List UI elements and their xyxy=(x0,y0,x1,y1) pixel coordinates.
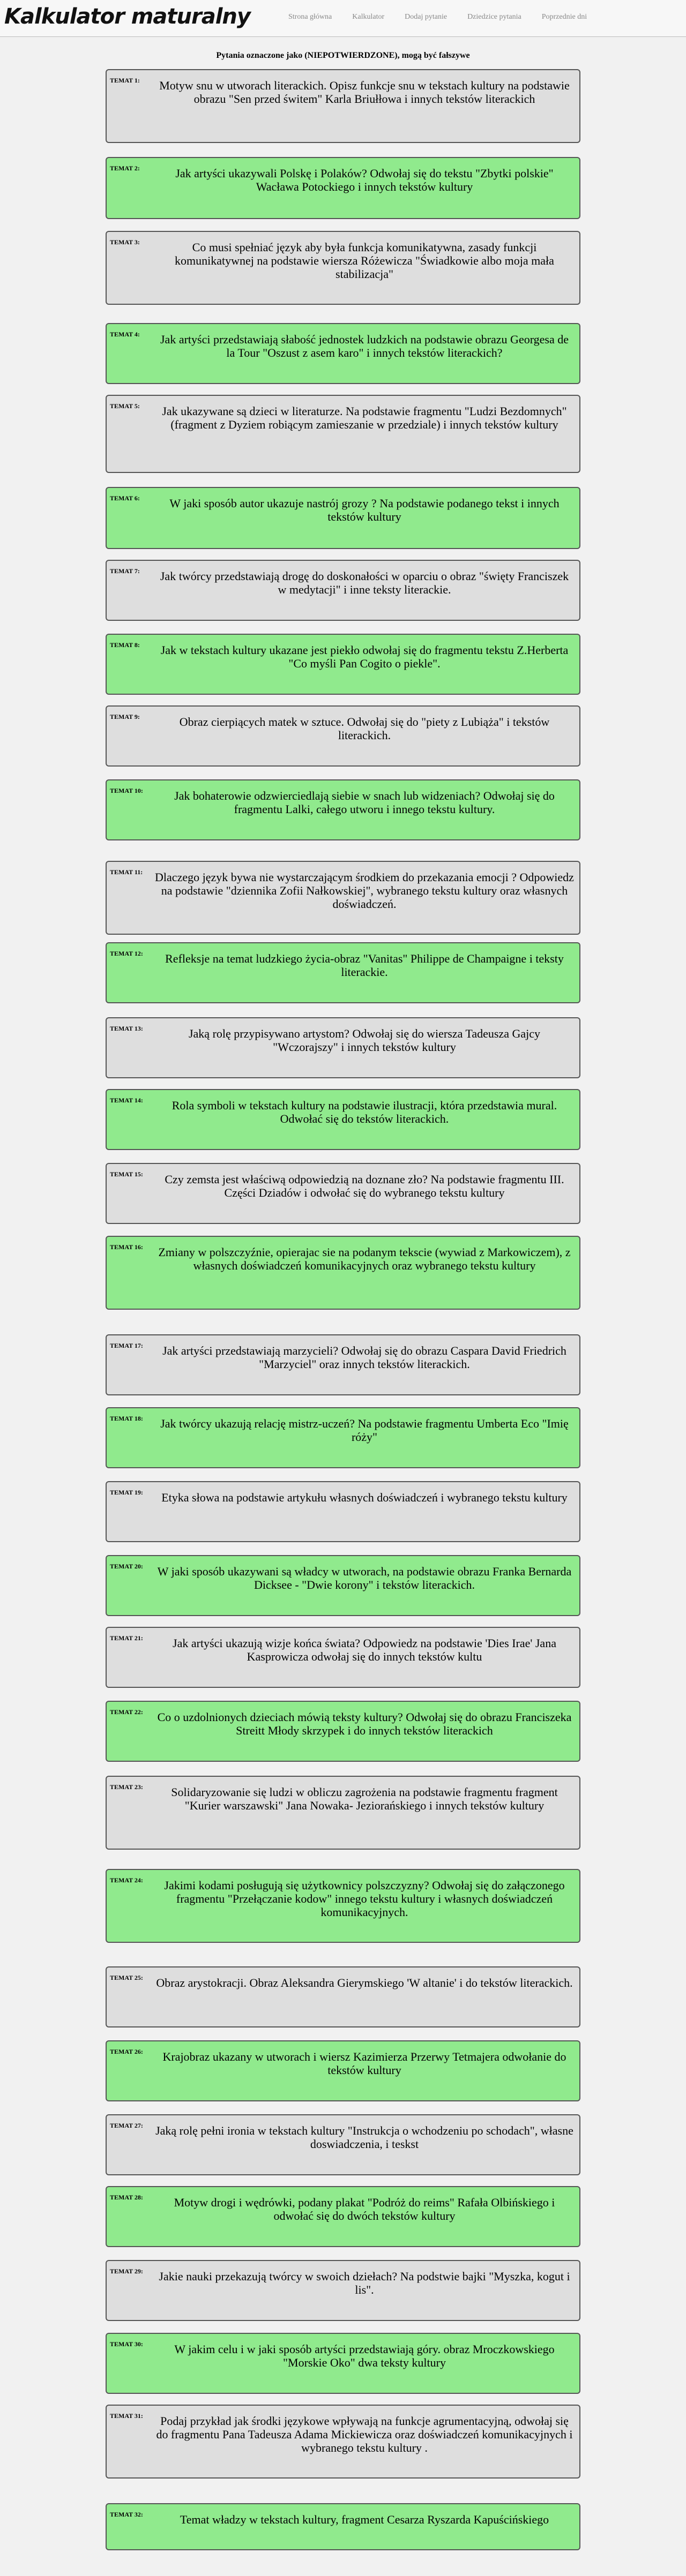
topic-card[interactable] xyxy=(106,1555,580,1616)
topic-number: TEMAT 32: xyxy=(110,2511,143,2518)
topic-number: TEMAT 15: xyxy=(110,1170,143,1178)
topic-card[interactable] xyxy=(106,634,580,695)
site-logo[interactable]: Kalkulator maturalny xyxy=(4,4,250,29)
topic-card[interactable] xyxy=(106,705,580,767)
topic-text: Zmiany w polszczyźnie, opierajac sie na podanym tekscie (wywiad z Markowiczem), z własnych doświadczeń komunikacyjnych oraz wybranego tekstu kultury xyxy=(158,1245,571,1272)
topic-card[interactable] xyxy=(106,1407,580,1468)
topic-text: Czy zemsta jest właściwą odpowiedzią na doznane zło? Na podstawie fragmentu III. Części Dziadów i odwołać się do wybranego tekstu kultury xyxy=(165,1173,564,1199)
topic-text: Co musi spełniać język aby była funkcja komunikatywna, zasady funkcji komunikatywnej na podstawie wiersza Różewicza "Świadkowie albo moja mała stabilizacja" xyxy=(175,241,554,281)
topic-card[interactable] xyxy=(106,1869,580,1943)
header xyxy=(0,0,686,37)
topic-text: Etyka słowa na podstawie artykułu własnych doświadczeń i wybranego tekstu kultury xyxy=(161,1491,568,1504)
topic-card[interactable] xyxy=(106,1701,580,1762)
topic-text: Jaką rolę przypisywano artystom? Odwołaj się do wiersza Tadeusza Gajcy "Wczorajszy" i innych tekstów kultury xyxy=(188,1027,540,1054)
topic-number: TEMAT 8: xyxy=(110,641,140,649)
topic-text: Refleksje na temat ludzkiego życia-obraz "Vanitas" Philippe de Champaigne i teksty literackie. xyxy=(165,952,564,979)
nav-previous-days[interactable]: Poprzednie dni xyxy=(541,13,587,21)
topic-number: TEMAT 19: xyxy=(110,1489,143,1496)
topic-card[interactable] xyxy=(106,1966,580,2027)
topic-text: Podaj przykład jak środki językowe wpływają na funkcje agrumentacyjną, odwołaj się do fragmentu Pana Tadeusza Adama Mickiewicza oraz doświadczeń komunikacyjnych i wybranego tekstu kultury . xyxy=(156,2414,573,2454)
topic-text: Rola symboli w tekstach kultury na podstawie ilustracji, która przedstawia mural. Odwołać się do tekstów literackich. xyxy=(172,1099,557,1125)
topic-number: TEMAT 13: xyxy=(110,1025,143,1032)
topic-card[interactable] xyxy=(106,1163,580,1224)
topic-text: Jak artyści przedstawiają słabość jednostek ludzkich na podstawie obrazu Georgesa de la Tour "Oszust z asem karo" i innych tekstów literackich? xyxy=(160,333,569,359)
topic-number: TEMAT 14: xyxy=(110,1097,143,1104)
topic-card[interactable] xyxy=(106,861,580,935)
topic-number: TEMAT 5: xyxy=(110,402,140,410)
topic-card[interactable] xyxy=(106,1481,580,1542)
topic-card[interactable] xyxy=(106,2333,580,2394)
topic-number: TEMAT 20: xyxy=(110,1563,143,1570)
topic-card[interactable] xyxy=(106,2114,580,2175)
topic-card[interactable] xyxy=(106,231,580,305)
topic-card[interactable] xyxy=(106,2040,580,2101)
topic-card[interactable] xyxy=(106,1627,580,1688)
topic-number: TEMAT 27: xyxy=(110,2122,143,2129)
topic-text: Jak artyści przedstawiają marzycieli? Odwołaj się do obrazu Caspara David Friedrich "Marzyciel" oraz innych tekstów literackich. xyxy=(162,1344,566,1371)
topic-number: TEMAT 12: xyxy=(110,950,143,957)
topic-text: Solidaryzowanie się ludzi w obliczu zagrożenia na podstawie fragmentu fragment "Kurier warszawski" Jana Nowaka- Jeziorańskiego i innych tekstów kultury xyxy=(171,1785,558,1812)
topic-card[interactable] xyxy=(106,2503,580,2550)
topic-number: TEMAT 10: xyxy=(110,787,143,794)
topic-card[interactable] xyxy=(106,69,580,143)
topic-card[interactable] xyxy=(106,1334,580,1395)
topic-number: TEMAT 26: xyxy=(110,2048,143,2055)
topic-text: Co o uzdolnionych dzieciach mówią teksty kultury? Odwołaj się do obrazu Franciszeka Streitt Młody skrzypek i do innych tekstów literackich xyxy=(157,1710,572,1737)
topic-number: TEMAT 11: xyxy=(110,868,143,876)
topic-number: TEMAT 2: xyxy=(110,164,140,172)
topic-number: TEMAT 30: xyxy=(110,2340,143,2348)
topic-number: TEMAT 21: xyxy=(110,1634,143,1642)
topic-text: Jak twórcy ukazują relację mistrz-uczeń? Na podstawie fragmentu Umberta Eco "Imię róży" xyxy=(160,1417,569,1444)
topic-text: W jaki sposób autor ukazuje nastrój grozy ? Na podstawie podanego tekst i innych tekstów kultury xyxy=(169,497,560,523)
topic-text: Jak artyści ukazują wizje końca świata? Odpowiedz na podstawie 'Dies Irae' Jana Kasprowicza odwołaj się do innych tekstów kultu xyxy=(173,1636,556,1663)
topic-text: Jak artyści ukazywali Polskę i Polaków? Odwołaj się do tekstu "Zbytki polskie" Wacława Potockiego i innych tekstów kultury xyxy=(175,167,554,193)
topic-text: Jak twórcy przedstawiają drogę do doskonałości w oparciu o obraz "święty Franciszek w medytacji" i inne teksty literackie. xyxy=(160,569,569,596)
topic-number: TEMAT 29: xyxy=(110,2267,143,2275)
topic-text: Krajobraz ukazany w utworach i wiersz Kazimierza Przerwy Tetmajera odwołanie do tekstów kultury xyxy=(162,2050,566,2077)
topic-number: TEMAT 31: xyxy=(110,2412,143,2420)
topic-text: Jaką rolę pełni ironia w tekstach kultury "Instrukcja o wchodzeniu po schodach", własne doswiadczenia, i tesks​t xyxy=(155,2124,573,2151)
topic-number: TEMAT 4: xyxy=(110,331,140,338)
topic-card[interactable] xyxy=(106,1776,580,1850)
topic-text: Motyw drogi i wędrówki, podany plakat "Podróż do reims" Rafała Olbińskiego i odwołać się do dwóch tekstów kultury xyxy=(174,2196,555,2222)
topic-text: Motyw snu w utworach literackich. Opisz funkcje snu w tekstach kultury na podstawie obrazu "Sen przed świtem" Karla Briułłowa i innych tekstów literackich xyxy=(159,79,570,106)
topic-card[interactable] xyxy=(106,1017,580,1078)
topic-text: W jakim celu i w jaki sposób artyści przedstawiają góry. obraz Mroczkowskiego "Morskie Oko" dwa teksty kultury xyxy=(174,2342,555,2369)
topic-text: Jakie nauki przekazują twórcy w swoich dziełach? Na podstwie bajki "Myszka, kogut i lis". xyxy=(159,2270,570,2296)
nav-calculator[interactable]: Kalkulator xyxy=(352,13,385,21)
topic-text: Jak bohaterowie odzwierciedlają siebie w snach lub widzeniach? Odwołaj się do fragmentu Lalki, całego utworu i innego tekstu kultury. xyxy=(174,789,555,816)
topic-card[interactable] xyxy=(106,2405,580,2479)
topic-number: TEMAT 25: xyxy=(110,1974,143,1981)
topic-text: Jakimi kodami posługują się użytkownicy polszczyzny? Odwołaj się do załączonego fragmentu "Przełączanie kodow" innego tekstu kultury i własnych doświadczeń komunikacyjnych. xyxy=(164,1879,565,1919)
topic-card[interactable] xyxy=(106,157,580,219)
topic-card[interactable] xyxy=(106,560,580,621)
topic-number: TEMAT 28: xyxy=(110,2194,143,2201)
topic-text: Obraz cierpiących matek w sztuce. Odwołaj się do "piety z Lubiąża" i tekstów literackich. xyxy=(179,715,550,742)
topic-text: Temat władzy w tekstach kultury, fragment Cesarza Ryszarda Kapuścińskiego xyxy=(180,2513,549,2526)
topic-number: TEMAT 3: xyxy=(110,238,140,246)
topic-card[interactable] xyxy=(106,395,580,473)
topic-text: Jak ukazywane są dzieci w literaturze. Na podstawie fragmentu "Ludzi Bezdomnych" (fragment z Dyziem robiącym zamieszanie w przedziale) i innych tekstów kultury xyxy=(162,404,567,431)
topic-list xyxy=(0,69,686,2550)
topic-card[interactable] xyxy=(106,2260,580,2321)
nav-add-question[interactable]: Dodaj pytanie xyxy=(405,13,448,21)
topic-number: TEMAT 24: xyxy=(110,1876,143,1884)
topic-card[interactable] xyxy=(106,1089,580,1150)
nav-home[interactable]: Strona główna xyxy=(288,13,332,21)
main-nav xyxy=(288,13,607,21)
topic-text: Dlaczego język bywa nie wystarczającym środkiem do przekazania emocji ? Odpowiedz na podstawie "dziennika Zofii Nałkowskiej", wybranego tekstu kultury oraz własnych doświadczeń. xyxy=(155,870,574,911)
topic-card[interactable] xyxy=(106,323,580,384)
topic-text: Jak w tekstach kultury ukazane jest piekło odwołaj się do fragmentu tekstu Z.Herberta "Co myśli Pan Cogito o piekle". xyxy=(160,643,569,670)
topic-number: TEMAT 17: xyxy=(110,1342,143,1349)
nav-question-archive[interactable]: Dziedzice pytania xyxy=(467,13,521,21)
topic-card[interactable] xyxy=(106,2186,580,2247)
unconfirmed-notice: Pytania oznaczone jako (NIEPOTWIERDZONE), mogą być fałszywe xyxy=(216,51,470,60)
topic-number: TEMAT 16: xyxy=(110,1243,143,1251)
topic-number: TEMAT 18: xyxy=(110,1415,143,1422)
topic-card[interactable] xyxy=(106,487,580,549)
topic-number: TEMAT 7: xyxy=(110,567,140,575)
topic-text: Obraz arystokracji. Obraz Aleksandra Gierymskiego 'W altanie' i do tekstów literackich. xyxy=(156,1976,573,1989)
topic-number: TEMAT 23: xyxy=(110,1783,143,1791)
topic-text: W jaki sposób ukazywani są władcy w utworach, na podstawie obrazu Franka Bernarda Dicksee - "Dwie korony" i tekstów literackich. xyxy=(157,1565,572,1591)
topic-number: TEMAT 1: xyxy=(110,77,140,84)
topic-number: TEMAT 9: xyxy=(110,713,140,720)
topic-number: TEMAT 22: xyxy=(110,1708,143,1716)
topic-card[interactable] xyxy=(106,1236,580,1310)
topic-card[interactable] xyxy=(106,942,580,1003)
topic-card[interactable] xyxy=(106,779,580,840)
topic-number: TEMAT 6: xyxy=(110,494,140,502)
